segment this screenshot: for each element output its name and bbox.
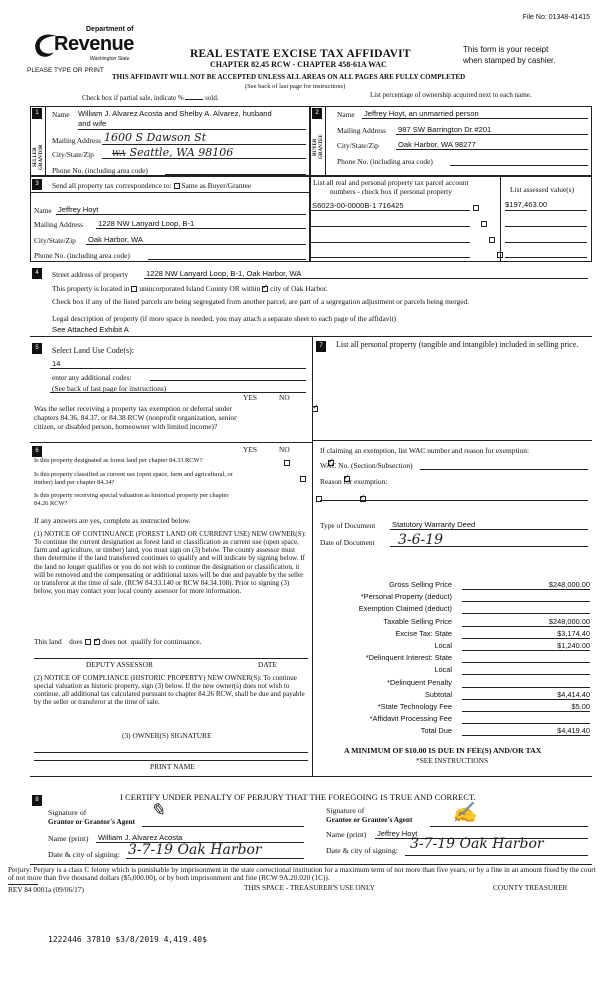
- doc-date-label: Date of Document: [320, 538, 375, 547]
- section-8-number: 8: [32, 795, 42, 806]
- fee-label: Local: [434, 665, 452, 675]
- wac-label: WAC No. (Section/Subsection): [320, 461, 413, 470]
- correspondence-label: Send all property tax correspondence to: Same as Buyer/Grantee: [52, 181, 252, 190]
- land-use-yes: YES: [243, 393, 257, 402]
- fee-label: Gross Selling Price: [389, 580, 452, 589]
- corr-city-label: City/State/Zip: [34, 236, 76, 245]
- please-type: PLEASE TYPE OR PRINT: [27, 67, 104, 74]
- grantor-sig-label-1: Signature of: [48, 808, 87, 817]
- perjury-notice: Perjury: Perjury is a class C felony which is punishable by imprisonment in the state correctional institution for a maximum term of not more than five years, or by a fine in an amount fixed by the court of not more than five thousand dollars ($5,000.00), or by both imprisonment and fine (RCW 9A.20.020 (1C)).: [8, 865, 596, 883]
- fee-row: [322, 714, 592, 725]
- grantor-name[interactable]: William J. Alvarez Acosta: [98, 833, 183, 842]
- parcel-2-personal-checkbox[interactable]: [481, 221, 487, 227]
- qualify-line: This land does ✓ does not qualify for continuance.: [34, 637, 201, 646]
- seller-mailing-label: Mailing Address: [52, 136, 102, 145]
- form-title: REAL ESTATE EXCISE TAX AFFIDAVIT: [190, 48, 411, 60]
- forest-yes: YES: [243, 445, 257, 454]
- grantee-sig-label-2: Grantee or Grantee's Agent: [326, 815, 413, 824]
- grantee-signature[interactable]: ✍: [452, 800, 477, 824]
- fee-value[interactable]: $4,419.40: [462, 726, 590, 736]
- seller-name-label: Name: [52, 110, 70, 119]
- section-3-number: 3: [32, 179, 42, 190]
- corr-city[interactable]: Oak Harbor, WA: [88, 235, 143, 244]
- seller-name[interactable]: William J. Alvarez Acosta and Shelby A. Alvarez, husband: [78, 109, 272, 118]
- fee-label: Local: [434, 641, 452, 650]
- buyer-side-label: BUYER GRANTEE: [313, 134, 325, 160]
- exemption-reason-label: Reason for exemption:: [320, 477, 388, 486]
- fee-value[interactable]: $4,414.40: [462, 690, 590, 700]
- fee-row: [322, 604, 592, 615]
- fee-label: *Personal Property (deduct): [360, 592, 452, 602]
- seller-city[interactable]: WA Seattle, WA 98106: [112, 146, 234, 159]
- section-7-number: 7: [316, 341, 326, 352]
- logo-department: Department of: [86, 26, 134, 33]
- corr-name[interactable]: Jeffrey Hoyt: [58, 205, 99, 214]
- deputy-date: DATE: [258, 660, 277, 669]
- street-label: Street address of property: [52, 270, 129, 279]
- parcel-1[interactable]: S6023-00-0000B-1 716425: [312, 201, 404, 210]
- does-checkbox[interactable]: [85, 639, 91, 645]
- fee-row: [322, 617, 592, 628]
- buyer-name-label: Name: [337, 110, 355, 119]
- certify-text: I CERTIFY UNDER PENALTY OF PERJURY THAT THE FOREGOING IS TRUE AND CORRECT.: [120, 792, 476, 802]
- forest-q1: Is this property designated as forest land per chapter 84.33 RCW?: [34, 457, 203, 464]
- fee-row: [322, 690, 592, 701]
- located-line: This property is located in unincorporated Island County OR within ✓ city of Oak Harbor.: [52, 284, 328, 293]
- exemption-no-checkbox[interactable]: [312, 406, 318, 412]
- legal-description[interactable]: See Attached Exhibit A: [52, 325, 129, 334]
- buyer-name[interactable]: Jeffrey Hoyt, an unmarried person: [364, 109, 479, 118]
- partial-sale-label: Check box if partial sale, indicate % sold.: [82, 94, 219, 102]
- buyer-city[interactable]: Oak Harbor, WA 98277: [398, 140, 476, 149]
- personal-property-label: List all personal property (tangible and intangible) included in selling price.: [336, 340, 579, 349]
- fee-label: Taxable Selling Price: [383, 616, 452, 626]
- land-use-label: Select Land Use Code(s):: [52, 346, 134, 355]
- form-subtitle: CHAPTER 82.45 RCW - CHAPTER 458-61A WAC: [210, 60, 387, 69]
- city-checkbox[interactable]: [262, 286, 268, 292]
- parcel-3-personal-checkbox[interactable]: [489, 237, 495, 243]
- fee-row: [322, 665, 592, 676]
- grantee-name-label: Name (print): [326, 830, 367, 839]
- fee-row: [322, 678, 592, 689]
- fee-value[interactable]: $5.00: [462, 702, 590, 712]
- buyer-phone-label: Phone No. (including area code): [337, 157, 433, 166]
- fee-value[interactable]: [462, 592, 590, 602]
- form-warning: THIS AFFIDAVIT WILL NOT BE ACCEPTED UNLESS ALL AREAS ON ALL PAGES ARE FULLY COMPLETED: [112, 73, 466, 81]
- minimum-due: A MINIMUM OF $10.00 IS DUE IN FEE(S) AND/OR TAX: [344, 746, 542, 755]
- corr-name-label: Name: [34, 206, 52, 215]
- doc-date[interactable]: 3-6-19: [398, 532, 444, 548]
- land-use-no: NO: [279, 393, 290, 402]
- ownership-note: List percentage of ownership acquired next to each name.: [370, 91, 532, 99]
- seller-mailing[interactable]: 1600 S Dawson St: [104, 131, 207, 144]
- forest-no: NO: [279, 445, 290, 454]
- buyer-city-label: City/State/Zip: [337, 141, 379, 150]
- parcel-4-personal-checkbox[interactable]: [497, 252, 503, 258]
- print-name-label: PRINT NAME: [150, 762, 195, 771]
- fee-value[interactable]: $248,000.00: [462, 617, 590, 627]
- exemption-question: Was the seller receiving a property tax exemption or deferral under chapters 84.36, 84.37, or 84.38 RCW (nonprofit organization, senior citizen, or disabled person, homeowner with limited income)?: [34, 404, 237, 432]
- grantor-date[interactable]: 3-7-19 Oak Harbor: [128, 842, 262, 858]
- unincorporated-checkbox[interactable]: [131, 286, 137, 292]
- fee-value[interactable]: [462, 653, 590, 663]
- segregated-line: Check box if any of the listed parcels are being segregated from another parcel, are part of a segregation adjustment or parcels being merged.: [52, 297, 470, 306]
- county-treasurer: COUNTY TREASURER: [493, 883, 568, 892]
- fee-row: [322, 629, 592, 640]
- forest-q2: Is this property classified as current use (open space, farm and agricultural, or timber) land per chapter 84.34?: [34, 471, 233, 486]
- logo-state: Washington State: [90, 56, 130, 62]
- forest-q1-yes[interactable]: [284, 460, 290, 466]
- see-instructions: *SEE INSTRUCTIONS: [416, 756, 489, 765]
- deputy-assessor: DEPUTY ASSESSOR: [86, 660, 153, 669]
- parcel-1-personal-checkbox[interactable]: [473, 205, 479, 211]
- fee-row: [322, 641, 592, 652]
- land-use-code[interactable]: 14: [52, 359, 61, 368]
- forest-q2-yes[interactable]: [300, 476, 306, 482]
- owner-signature-label: (3) OWNER(S) SIGNATURE: [122, 731, 212, 740]
- exemption-label: If claiming an exemption, list WAC number and reason for exemption:: [320, 446, 530, 455]
- file-number: File No: 01348-41415: [522, 14, 590, 21]
- section-4-number: 4: [32, 268, 42, 279]
- rev-number: REV 84 0001a (09/06/17): [8, 885, 84, 894]
- fee-label: Total Due: [420, 726, 452, 736]
- forest-q3: Is this property receiving special valuation as historical property per chapter 84.26 RCW?: [34, 492, 229, 507]
- corr-phone-label: Phone No. (including area code): [34, 251, 130, 260]
- grantor-signature[interactable]: ✎: [150, 800, 166, 821]
- fee-row: [322, 592, 592, 603]
- treasurer-space: THIS SPACE - TREASURER'S USE ONLY: [244, 883, 375, 892]
- grantor-name-label: Name (print): [48, 834, 89, 843]
- section-2-number: 2: [312, 108, 322, 119]
- seller-name-2[interactable]: and wife: [78, 119, 107, 128]
- doc-type-label: Type of Document: [320, 521, 376, 530]
- fee-value[interactable]: $248,000.00: [462, 580, 590, 590]
- corr-mailing-label: Mailing Address: [34, 220, 84, 229]
- section-6-number: 6: [32, 446, 42, 457]
- fee-label: *State Technology Fee: [377, 702, 452, 711]
- street-address[interactable]: 1228 NW Lanyard Loop, B-1, Oak Harbor, WA: [146, 269, 302, 278]
- fee-row: [322, 580, 592, 591]
- fee-label: *Delinquent Penalty: [387, 677, 452, 687]
- buyer-mailing-label: Mailing Address: [337, 126, 387, 135]
- parcels-header-2: numbers - check box if personal property: [330, 187, 452, 196]
- fee-label: Excise Tax: State: [395, 628, 452, 638]
- doc-type[interactable]: Statutory Warranty Deed: [392, 520, 476, 529]
- additional-codes-label: enter any additional codes:: [52, 373, 132, 382]
- section-1-number: 1: [32, 108, 42, 119]
- seller-side-label: SELLER GRANTOR: [33, 144, 45, 170]
- land-use-see-back: (See back of last page for instructions): [52, 384, 167, 393]
- fee-value[interactable]: [462, 604, 590, 614]
- grantor-date-label: Date & city of signing:: [48, 850, 120, 859]
- fee-label: Subtotal: [424, 689, 452, 699]
- buyer-mailing[interactable]: 987 SW Barrington Dr #201: [398, 125, 492, 134]
- grantee-date-label: Date & city of signing:: [326, 846, 398, 855]
- notice-compliance: (2) NOTICE OF COMPLIANCE (HISTORIC PROPERTY) NEW OWNER(S): To continue special valuation as historic property, sign (3) below. If the new owner(s) does not wish to continue, all additional tax calculated pursuant to chapter 84.26 RCW, shall be due and payable by the seller or transferor at the time of sale.: [34, 674, 305, 707]
- same-as-buyer-checkbox[interactable]: [174, 183, 180, 189]
- grantor-sig-label-2: Grantor or Grantor's Agent: [48, 817, 136, 826]
- fee-value[interactable]: $1,240.00: [462, 641, 590, 651]
- fee-row: [322, 702, 592, 713]
- parcels-header-1: List all real and personal property tax parcel account: [313, 178, 469, 187]
- legal-label: Legal description of property (if more space is needed, you may attach a separate sheet to each page of the affidavit): [52, 314, 396, 323]
- recording-stamp: 1222446 37810 $3/8/2019 4,419.40$: [48, 935, 207, 944]
- fee-row: [322, 653, 592, 664]
- grantee-sig-label-1: Signature of: [326, 806, 365, 815]
- notice-continuance: (1) NOTICE OF CONTINUANCE (FOREST LAND OR CURRENT USE) NEW OWNER(S): To continue the current designation as forest land or classification as current use (open space, farm and agriculture, or timber) land, you must sign on (3) below. The county assessor must then determine if the land transferred continues to qualify and will indicate by signing below. If the land no longer qualifies or you do not wish to continue the designation or classification, it will be removed and the compensating or additional taxes will be due and payable by the seller or transferor at the time of sale. (RCW 84.33.140 or RCW 84.34.108). Prior to signing (3) below, you may contact your local county assessor for more information.: [34, 530, 306, 596]
- seller-phone-label: Phone No. (including area code): [52, 166, 148, 175]
- fee-value[interactable]: [462, 665, 590, 675]
- fee-label: *Affidavit Processing Fee: [369, 714, 452, 724]
- grantee-name[interactable]: Jeffrey Hoyt: [377, 829, 418, 838]
- does-not-checkbox[interactable]: [94, 639, 100, 645]
- fee-value[interactable]: [462, 714, 590, 724]
- receipt-note-1: This form is your receipt: [463, 45, 549, 54]
- forest-instructions: If any answers are yes, complete as instructed below.: [34, 516, 191, 525]
- seller-city-label: City/State/Zip: [52, 150, 94, 159]
- see-back-header: (See back of last page for instructions): [245, 83, 346, 90]
- fee-value[interactable]: [462, 678, 590, 688]
- fee-label: Exemption Claimed (deduct): [358, 604, 452, 614]
- assessed-header: List assessed value(s): [510, 185, 575, 194]
- grantee-date[interactable]: 3-7-19 Oak Harbor: [410, 836, 544, 852]
- dor-logo: [30, 26, 140, 66]
- receipt-note-2: when stamped by cashier.: [463, 56, 556, 65]
- logo-name: Revenue: [54, 33, 134, 55]
- fee-value[interactable]: $3,174.40: [462, 629, 590, 639]
- assessed-1[interactable]: $197,463.00: [505, 200, 548, 209]
- section-5-number: 5: [32, 343, 42, 354]
- fee-label: *Delinquent Interest: State: [365, 653, 452, 663]
- fee-row: [322, 726, 592, 737]
- corr-mailing[interactable]: 1228 NW Lanyard Loop, B-1: [98, 219, 195, 228]
